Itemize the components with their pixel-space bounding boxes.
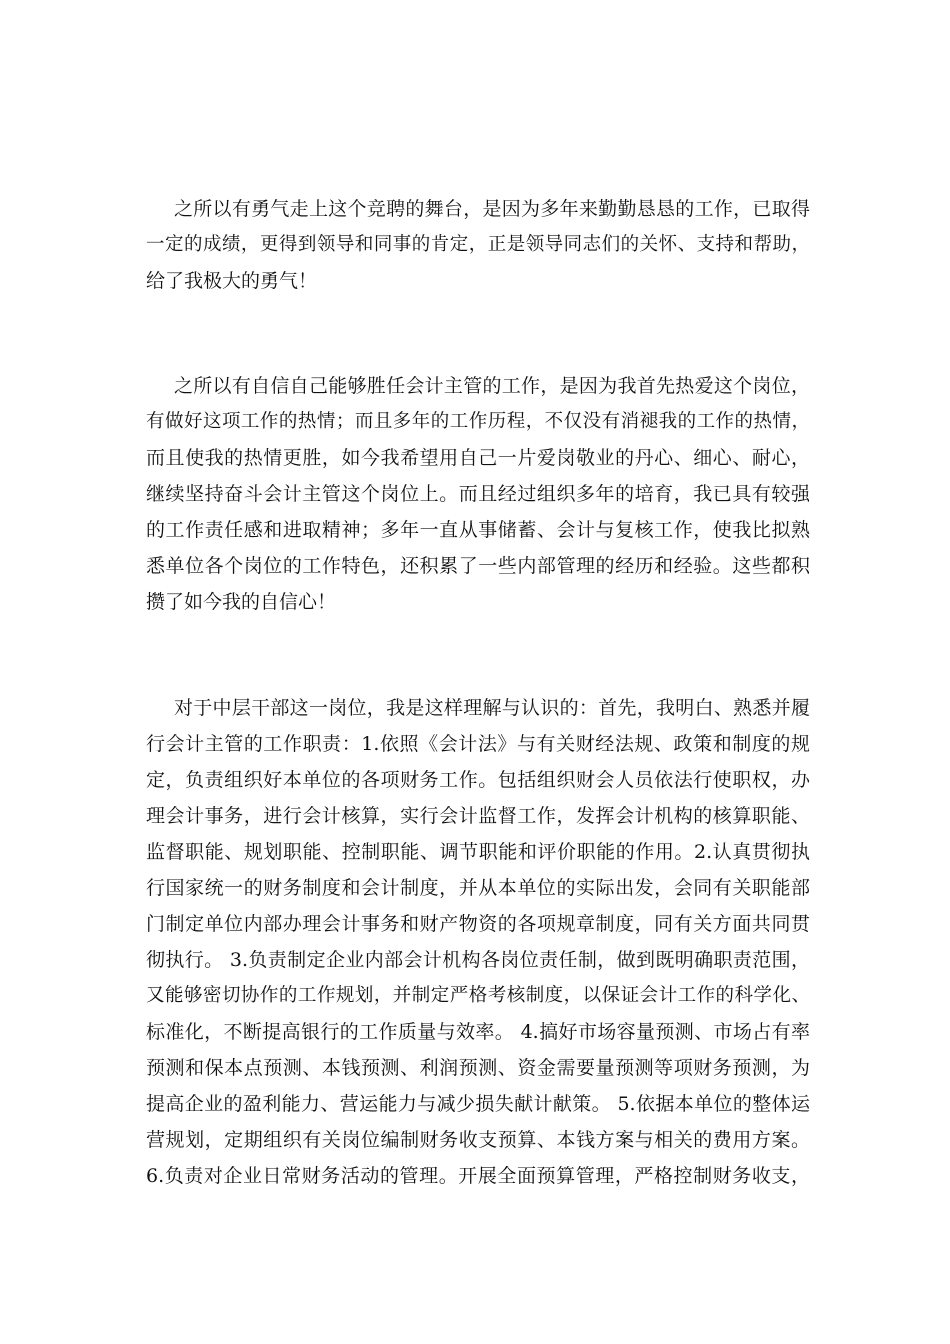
paragraph-courage xyxy=(146,191,810,299)
paragraph-line: 之所以有自信自己能够胜任会计主管的工作，是因为我首先热爱这个岗位， xyxy=(174,375,810,397)
paragraph-confidence xyxy=(146,368,810,620)
paragraph-line: 继续坚持奋斗会计主管这个岗位上。而且经过组织多年的培育，我已具有较强 xyxy=(146,483,810,505)
paragraph-line: 标准化，不断提高银行的工作质量与效率。 4.搞好市场容量预测、市场占有率 xyxy=(146,1021,810,1043)
paragraph-line: 攒了如今我的自信心！ xyxy=(146,591,337,613)
paragraph-line: 而且使我的热情更胜，如今我希望用自己一片爱岗敬业的丹心、细心、耐心， xyxy=(146,447,810,469)
paragraph-line: 彻执行。 3.负责制定企业内部会计机构各岗位责任制，做到既明确职责范围， xyxy=(146,949,810,971)
paragraph-line: 有做好这项工作的热情；而且多年的工作历程，不仅没有消褪我的工作的热情， xyxy=(146,411,810,432)
paragraph-line: 给了我极大的勇气！ xyxy=(146,270,318,292)
paragraph-line: 行国家统一的财务制度和会计制度，并从本单位的实际出发，会同有关职能部 xyxy=(146,877,810,899)
paragraph-duties xyxy=(146,690,810,1194)
paragraph-line: 预测和保本点预测、本钱预测、利润预测、资金需要量预测等项财务预测，为 xyxy=(146,1057,810,1079)
paragraph-line: 的工作责任感和进取精神；多年一直从事储蓄、会计与复核工作，使我比拟熟 xyxy=(146,519,810,541)
paragraph-line: 行会计主管的工作职责：1.依照《会计法》与有关财经法规、政策和制度的规 xyxy=(146,733,810,755)
paragraph-line: 定，负责组织好本单位的各项财务工作。包括组织财会人员依法行使职权，办 xyxy=(146,769,810,791)
paragraph-line: 悉单位各个岗位的工作特色，还积累了一些内部管理的经历和经验。这些都积 xyxy=(146,555,810,577)
paragraph-line: 一定的成绩，更得到领导和同事的肯定，正是领导同志们的关怀、支持和帮助， xyxy=(146,234,810,255)
paragraph-line: 监督职能、规划职能、控制职能、调节职能和评价职能的作用。2.认真贯彻执 xyxy=(146,841,810,863)
paragraph-line: 营规划，定期组织有关岗位编制财务收支预算、本钱方案与相关的费用方案。 xyxy=(146,1129,810,1151)
paragraph-line: 对于中层干部这一岗位，我是这样理解与认识的：首先，我明白、熟悉并履 xyxy=(174,697,810,719)
paragraph-line: 门制定单位内部办理会计事务和财产物资的各项规章制度，同有关方面共同贯 xyxy=(146,913,810,935)
paragraph-line: 又能够密切协作的工作规划，并制定严格考核制度，以保证会计工作的科学化、 xyxy=(146,985,810,1006)
paragraph-line: 6.负责对企业日常财务活动的管理。开展全面预算管理，严格控制财务收支， xyxy=(146,1165,810,1187)
paragraph-line: 提高企业的盈利能力、营运能力与减少损失献计献策。 5.依据本单位的整体运 xyxy=(146,1093,810,1115)
paragraph-line: 理会计事务，进行会计核算，实行会计监督工作，发挥会计机构的核算职能、 xyxy=(146,805,810,827)
paragraph-line: 之所以有勇气走上这个竞聘的舞台，是因为多年来勤勤恳恳的工作，已取得 xyxy=(174,198,810,220)
